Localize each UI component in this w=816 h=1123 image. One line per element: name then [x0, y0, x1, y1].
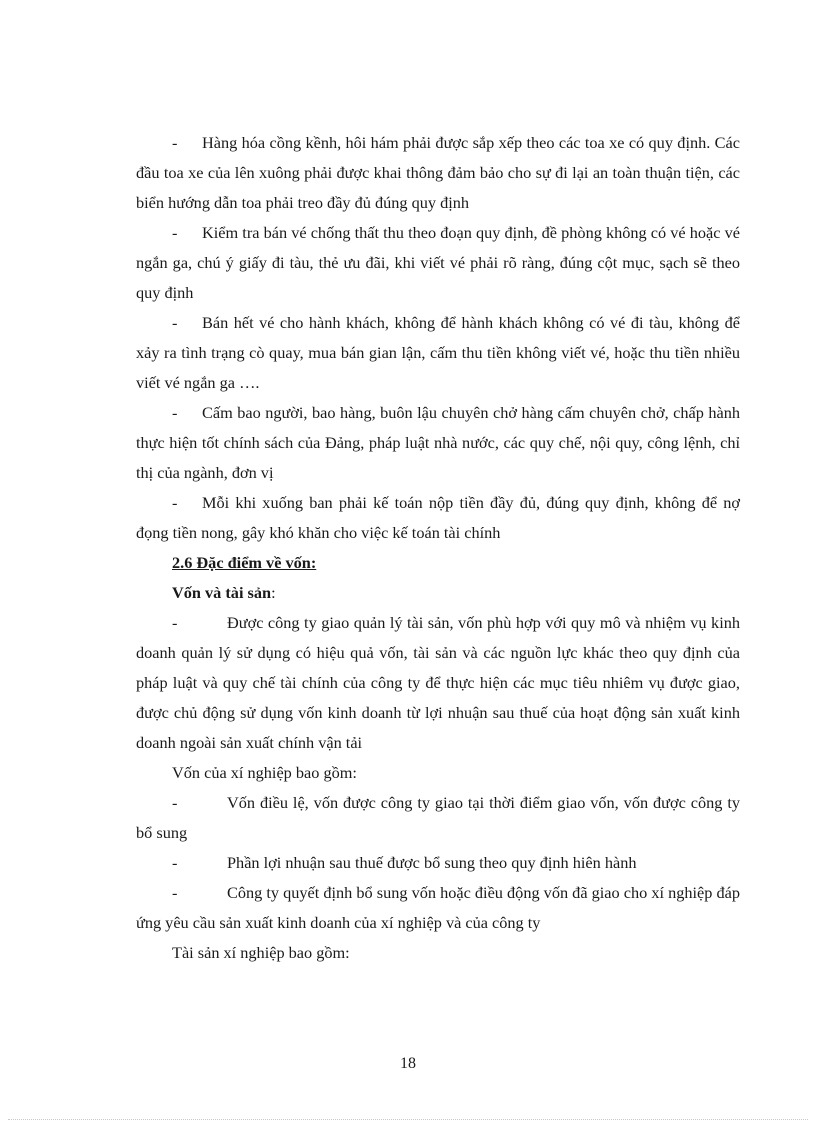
page-number: 18 — [400, 1055, 416, 1072]
bullet-dash: - — [172, 403, 178, 422]
page-bottom-divider — [8, 1119, 808, 1120]
section-heading-text: 2.6 Đặc điểm về vốn: — [172, 553, 317, 572]
bullet-paragraph — [136, 608, 740, 758]
bullet-paragraph — [136, 128, 740, 218]
bullet-paragraph — [136, 848, 740, 878]
bullet-paragraph — [136, 488, 740, 548]
bullet-text: Vốn điều lệ, vốn được công ty giao tại thời điểm giao vốn, vốn được công ty bổ sung — [136, 793, 740, 842]
bullet-dash: - — [172, 793, 178, 812]
bullet-dash: - — [172, 223, 178, 242]
bullet-paragraph — [136, 878, 740, 938]
bullet-dash: - — [172, 883, 178, 902]
sub-heading-bold: Vốn và tài sản — [172, 583, 272, 602]
bullet-text: Mỗi khi xuống ban phải kế toán nộp tiền đầy đủ, đúng quy định, không để nợ đọng tiền nong, gây khó khăn cho việc kế toán tài chính — [136, 493, 740, 542]
assets-intro: Tài sản xí nghiệp bao gồm: — [172, 943, 350, 962]
page-body — [136, 128, 740, 968]
bullet-dash: - — [172, 133, 178, 152]
bullet-dash: - — [172, 313, 178, 332]
bullet-dash: - — [172, 493, 178, 512]
bullet-paragraph — [136, 218, 740, 308]
bullet-text: Được công ty giao quản lý tài sản, vốn phù hợp với quy mô và nhiệm vụ kinh doanh quản lý sử dụng có hiệu quả vốn, tài sản và các nguồn lực khác theo quy định của pháp luật và quy chế tài chính của công ty để thực hiện các mục tiêu nhiêm vụ được giao, được chủ động sử dụng vốn kinh doanh từ lợi nhuận sau thuế của hoạt động sản xuất kinh doanh ngoài sản xuất chính vận tải — [136, 613, 740, 752]
bullet-text: Bán hết vé cho hành khách, không để hành khách không có vé đi tàu, không để xảy ra tình trạng cò quay, mua bán gian lận, cấm thu tiền không viết vé, hoặc thu tiền nhiều viết vé ngắn ga …. — [136, 313, 740, 392]
capital-intro: Vốn của xí nghiệp bao gồm: — [172, 763, 357, 782]
sub-heading — [136, 578, 740, 608]
sub-heading-suffix: : — [271, 583, 276, 602]
bullet-paragraph — [136, 398, 740, 488]
section-heading — [136, 548, 740, 578]
bullet-text: Kiểm tra bán vé chống thất thu theo đoạn quy định, đề phòng không có vé hoặc vé ngắn ga, chú ý giấy đi tàu, thẻ ưu đãi, khi viết vé phải rõ ràng, đúng cột mục, sạch sẽ theo quy định — [136, 223, 740, 302]
bullet-text: Phần lợi nhuận sau thuế được bổ sung theo quy định hiên hành — [227, 853, 637, 872]
bullet-text: Hàng hóa cồng kềnh, hôi hám phải được sắp xếp theo các toa xe có quy định. Các đầu toa xe của lên xuông phải được khai thông đảm bảo cho sự đi lại an toàn thuận tiện, các biển hướng dẫn toa phải treo đầy đủ đúng quy định — [136, 133, 740, 212]
bullet-dash: - — [172, 853, 178, 872]
bullet-text: Công ty quyết định bổ sung vốn hoặc điều động vốn đã giao cho xí nghiệp đáp ứng yêu cầu sản xuất kinh doanh của xí nghiệp và của công ty — [136, 883, 740, 932]
bullet-text: Cấm bao người, bao hàng, buôn lậu chuyên chở hàng cấm chuyên chở, chấp hành thực hiện tốt chính sách của Đảng, pháp luật nhà nước, các quy chế, nội quy, công lệnh, chỉ thị của ngành, đơn vị — [136, 403, 740, 482]
bullet-paragraph — [136, 308, 740, 398]
bullet-paragraph — [136, 788, 740, 848]
bullet-dash: - — [172, 613, 178, 632]
